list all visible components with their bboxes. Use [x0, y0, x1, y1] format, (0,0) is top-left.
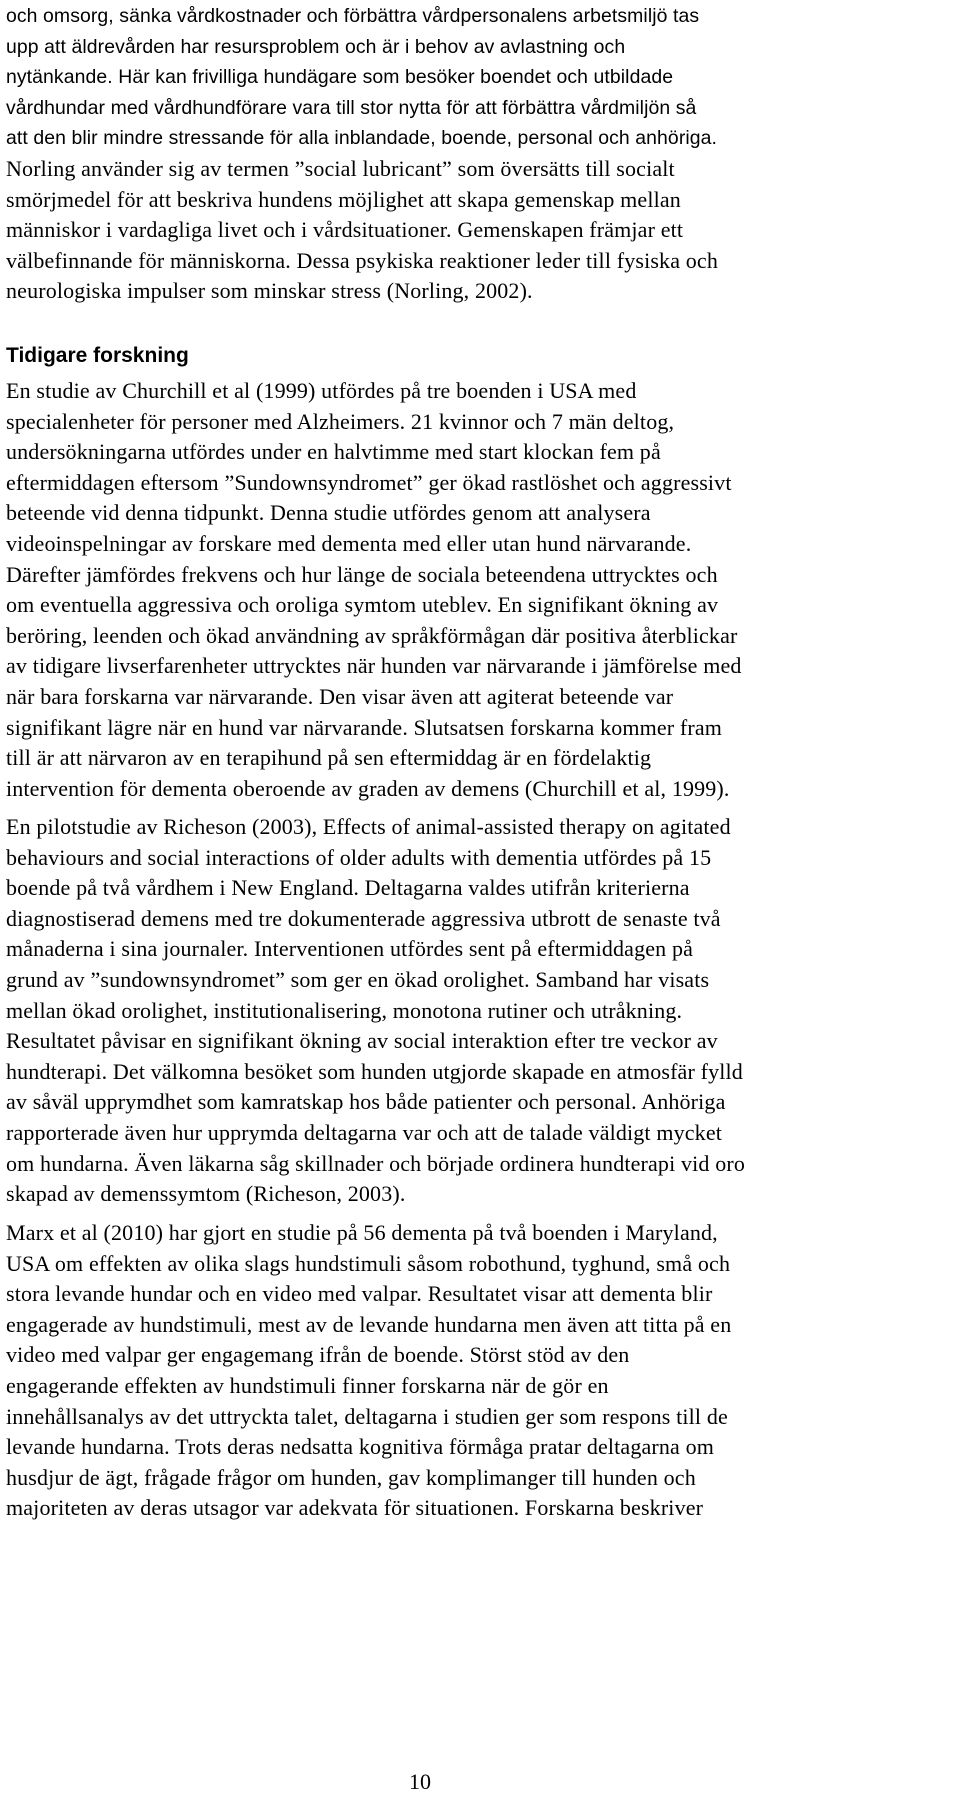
text-line: diagnostiserad demens med tre dokumenterade aggressiva utbrott de senaste två	[6, 905, 721, 931]
text-line: intervention för dementa oberoende av graden av demens (Churchill et al, 1999).	[6, 775, 730, 801]
text-line: månaderna i sina journaler. Interventionen utfördes sent på eftermiddagen på	[6, 936, 694, 962]
text-line: upp att äldrevården har resursproblem och är i behov av avlastning och	[6, 35, 626, 58]
text-line: innehållsanalys av det uttryckta talet, deltagarna i studien ger som respons till de	[6, 1403, 728, 1429]
text-line: beteende vid denna tidpunkt. Denna studie utfördes genom att analysera	[6, 500, 651, 526]
text-line: undersökningarna utfördes under en halvtimme med start klockan fem på	[6, 439, 661, 465]
text-line: levande hundarna. Trots deras nedsatta kognitiva förmåga pratar deltagarna om	[6, 1434, 714, 1460]
text-line: människor i vardagliga livet och i vårdsituationer. Gemenskapen främjar ett	[6, 217, 684, 243]
text-line: mellan ökad orolighet, institutionalisering, monotona rutiner och utråkning.	[6, 997, 683, 1023]
text-line: Marx et al (2010) har gjort en studie på 56 dementa på två boenden i Maryland,	[6, 1220, 718, 1245]
text-line: vårdhundar med vårdhundförare vara till stor nytta för att förbättra vårdmiljön så	[6, 96, 697, 119]
text-line: när bara forskarna var närvarande. Den visar även att agiterat beteende var	[6, 684, 674, 709]
text-line: eftermiddagen eftersom ”Sundownsyndromet” ger ökad rastlöshet och aggressivt	[6, 469, 732, 495]
page-number: 10	[409, 1769, 431, 1794]
text-line: signifikant lägre när en hund var närvarande. Slutsatsen forskarna kommer fram	[6, 714, 723, 740]
text-line: En pilotstudie av Richeson (2003), Effects of animal-assisted therapy on agitated	[6, 814, 731, 839]
text-line: skapad av demenssymtom (Richeson, 2003).	[6, 1181, 406, 1207]
text-line: om hundarna. Även läkarna såg skillnader och började ordinera hundterapi vid oro	[6, 1150, 745, 1176]
text-line: neurologiska impulser som minskar stress (Norling, 2002).	[6, 278, 533, 304]
text-line: engagerande effekten av hundstimuli finner forskarna när de gör en	[6, 1373, 609, 1398]
text-line: behaviours and social interactions of older adults with dementia utfördes på 15	[6, 844, 712, 870]
text-line: En studie av Churchill et al (1999) utfördes på tre boenden i USA med	[6, 378, 637, 403]
text-line: videoinspelningar av forskare med dementa med eller utan hund närvarande.	[6, 531, 692, 556]
text-line: Norling använder sig av termen ”social lubricant” som översätts till socialt	[6, 156, 675, 181]
text-line: nytänkande. Här kan frivilliga hundägare som besöker boendet och utbildade	[6, 66, 674, 89]
section-heading: Tidigare forskning	[6, 344, 189, 367]
text-line: och omsorg, sänka vårdkostnader och förbättra vårdpersonalens arbetsmiljö tas	[6, 5, 700, 27]
text-line: USA om effekten av olika slags hundstimuli såsom robothund, tyghund, små och	[6, 1250, 731, 1276]
text-line: specialenheter för personer med Alzheimers. 21 kvinnor och 7 män deltog,	[6, 408, 675, 434]
text-line: smörjmedel för att beskriva hundens möjlighet att skapa gemenskap mellan	[6, 186, 681, 212]
text-line: video med valpar ger engagemang ifrån de boende. Störst stöd av den	[6, 1342, 630, 1368]
text-line: av såväl upprymdhet som kamratskap hos både patienter och personal. Anhöriga	[6, 1089, 726, 1115]
text-line: av tidigare livserfarenheter uttrycktes när hunden var närvarande i jämförelse med	[6, 653, 742, 679]
text-line: till är att närvaron av en terapihund på sen eftermiddag är en fördelaktig	[6, 745, 652, 771]
text-line: rapporterade även hur upprymda deltagarna var och att de talade väldigt mycket	[6, 1120, 723, 1145]
text-line: majoriteten av deras utsagor var adekvata för situationen. Forskarna beskriver	[6, 1495, 704, 1521]
text-line: engagerade av hundstimuli, mest av de levande hundarna men även att titta på en	[6, 1311, 732, 1337]
text-line: hundterapi. Det välkomna besöket som hunden utgjorde skapade en atmosfär fylld	[6, 1058, 743, 1084]
text-line: grund av ”sundownsyndromet” som ger en ökad orolighet. Samband har visats	[6, 967, 710, 992]
text-line: om eventuella aggressiva och oroliga symtom uteblev. En signifikant ökning av	[6, 592, 719, 618]
text-line: välbefinnande för människorna. Dessa psykiska reaktioner leder till fysiska och	[6, 247, 718, 273]
text-line: stora levande hundar och en video med valpar. Resultatet visar att dementa blir	[6, 1281, 713, 1307]
text-line: Därefter jämfördes frekvens och hur länge de sociala beteendena uttrycktes och	[6, 561, 718, 587]
text-line: husdjur de ägt, frågade frågor om hunden, gav komplimanger till hunden och	[6, 1464, 696, 1490]
text-line: beröring, leenden och ökad användning av språkförmågan där positiva återblickar	[6, 622, 738, 648]
text-line: att den blir mindre stressande för alla inblandade, boende, personal och anhöriga.	[6, 127, 718, 150]
text-line: boende på två vårdhem i New England. Deltagarna valdes utifrån kriterierna	[6, 875, 690, 901]
text-line: Resultatet påvisar en signifikant ökning av social interaktion efter tre veckor av	[6, 1028, 718, 1054]
